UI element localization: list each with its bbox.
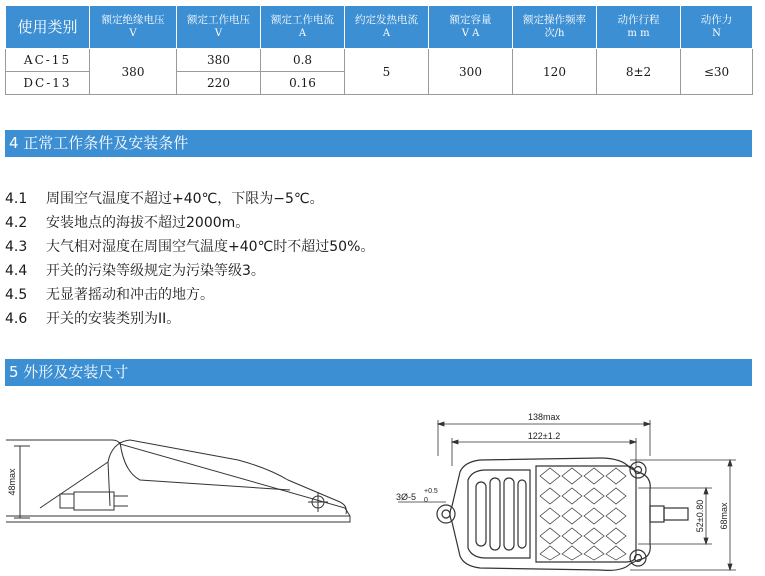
hole-tolerance-upper: +0.5 [424, 488, 438, 495]
item-number: 4.6 [5, 311, 28, 327]
cell-stroke: 8±2 [597, 49, 681, 95]
item-text: 安装地点的海拔不超过2000m。 [46, 215, 250, 231]
header-working-voltage: 额定工作电压 V [177, 6, 261, 49]
hole-diameter-label: 3Ø-5 [396, 492, 417, 502]
item-text: 开关的污染等级规定为污染等级3。 [46, 263, 265, 279]
item-number: 4.1 [5, 191, 28, 207]
item-number: 4.2 [5, 215, 28, 231]
overall-width-label: 68max [719, 502, 729, 530]
cell-current-ac15: 0.8 [261, 49, 345, 72]
cell-current-dc13: 0.16 [261, 72, 345, 95]
list-item [5, 235, 374, 259]
header-stroke: 动作行程 m m [597, 6, 681, 49]
list-item [5, 187, 374, 211]
cell-capacity: 300 [429, 49, 513, 95]
height-dimension-label: 48max [7, 468, 17, 496]
header-insulation-voltage: 额定绝缘电压 V [90, 6, 177, 49]
header-force: 动作力 N [681, 6, 753, 49]
header-usage-category: 使用类别 [6, 6, 90, 49]
item-number: 4.5 [5, 287, 28, 303]
side-view-drawing [0, 410, 360, 576]
header-capacity: 额定容量 V A [429, 6, 513, 49]
item-text: 周围空气温度不超过+40℃，下限为−5℃。 [46, 191, 324, 207]
item-text: 无显著摇动和冲击的地方。 [46, 287, 214, 303]
section-5-title: 5 外形及安装尺寸 [9, 363, 129, 381]
cell-frequency: 120 [513, 49, 597, 95]
cell-force: ≤30 [681, 49, 753, 95]
header-working-current: 额定工作电流 A [261, 6, 345, 49]
list-item [5, 283, 374, 307]
table-row [6, 49, 753, 72]
item-text: 大气相对湿度在周围空气温度+40℃时不超过50%。 [46, 239, 375, 255]
header-frequency: 额定操作频率 次/h [513, 6, 597, 49]
list-item [5, 307, 374, 331]
top-view-drawing [390, 410, 760, 576]
spec-table [5, 5, 753, 95]
section-4-header [5, 130, 752, 157]
section-5-header [5, 359, 752, 386]
item-number: 4.3 [5, 239, 28, 255]
cell-type-ac15: AC-15 [6, 49, 90, 72]
list-item [5, 259, 374, 283]
hole-spacing-label: 122±1.2 [527, 431, 561, 441]
overall-length-label: 138max [527, 412, 561, 422]
item-number: 4.4 [5, 263, 28, 279]
item-text: 开关的安装类别为II。 [46, 311, 181, 327]
table-header-row [6, 6, 753, 49]
cell-thermal-current: 5 [345, 49, 429, 95]
section-4-title: 4 正常工作条件及安装条件 [9, 134, 189, 152]
hole-tolerance-lower: 0 [424, 497, 428, 504]
mount-hole-distance-label: 52±0.80 [695, 499, 705, 533]
list-item [5, 211, 374, 235]
cell-type-dc13: DC-13 [6, 72, 90, 95]
cell-voltage-dc13: 220 [177, 72, 261, 95]
cell-voltage-ac15: 380 [177, 49, 261, 72]
header-thermal-current: 约定发热电流 A [345, 6, 429, 49]
cell-insulation-voltage: 380 [90, 49, 177, 95]
conditions-list [5, 187, 374, 331]
